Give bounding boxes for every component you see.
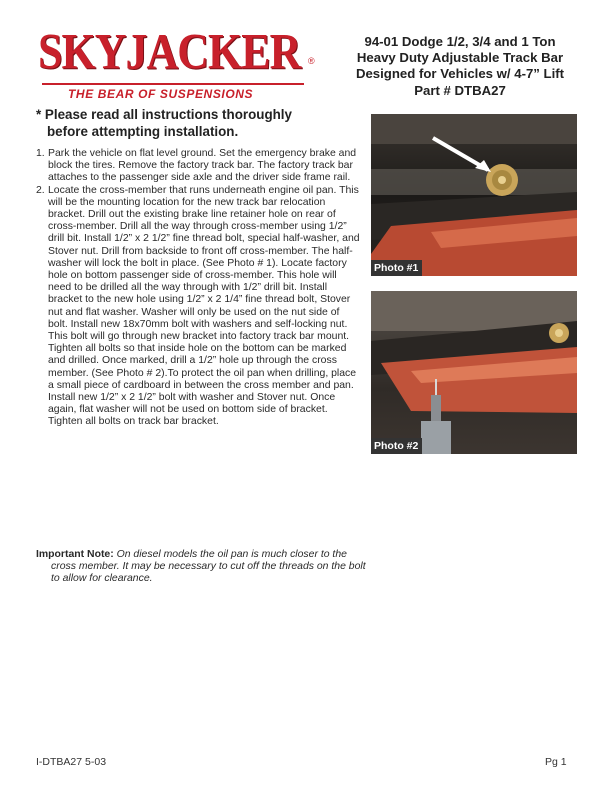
logo-underline — [42, 83, 304, 85]
note-text: On diesel models the oil pan is much closer to the cross member. It may be necessary to cut off the threads on the bolt to allow for clearance. — [51, 549, 366, 585]
step-number: 1. — [36, 148, 45, 159]
registered-mark: ® — [308, 56, 315, 66]
photo-2-image — [371, 291, 577, 454]
photo-2-label: Photo #2 — [371, 438, 422, 454]
step-2 — [36, 185, 360, 429]
photo-2 — [371, 291, 577, 454]
skyjacker-logo — [32, 23, 322, 101]
title-line-3: Designed for Vehicles w/ 4-7” Lift — [355, 66, 565, 82]
photo-1 — [371, 114, 577, 276]
product-title — [328, 34, 592, 99]
page-number: Pg 1 — [545, 756, 567, 768]
step-1 — [36, 148, 360, 185]
document-id: I-DTBA27 5-03 — [36, 756, 107, 768]
title-line-1: 94-01 Dodge 1/2, 3/4 and 1 Ton — [364, 34, 556, 49]
note-label: Important Note: — [36, 549, 114, 560]
important-note — [36, 549, 373, 586]
photo-1-image — [371, 114, 577, 276]
title-line-2: Heavy Duty Adjustable Track Bar — [356, 50, 564, 66]
step-number: 2. — [36, 184, 45, 196]
warning-line-2: before attempting installation. — [47, 124, 239, 139]
logo-tagline: THE BEAR OF SUSPENSIONS — [68, 87, 254, 101]
instruction-steps — [36, 148, 360, 429]
step-text: Park the vehicle on flat level ground. Set the emergency brake and block the tires. Remove the factory track bar. The factory track bar attaches to the passenger side axle and the driver side frame rail. — [48, 148, 357, 184]
part-number: Part # DTBA27 — [414, 82, 506, 98]
logo-wordmark: SKYJACKER — [38, 23, 301, 81]
step-text: Locate the cross-member that runs underneath engine oil pan. This will be the mounting location for the new track bar relocation bracket. Drill out the existing brake line retainer hole on rear of cross-member. Drill all the way through cross-member using 1/2” drill bit. Install 1/2” x 2 1/2” fine thread bolt, special half-washer, and Stover nut. Drill from backside to front off cross-member. The half-washer will lock the bolt in place. (See Photo # 1). Locate factory hole on bottom passenger side of cross-member. This hole will need to be drilled all the way through with 1/2” drill bit. Install bracket to the new hole using 1/2” x 2 1/4” fine thread bolt, Stover nut and flat washer. Washer will only be used on the nut side of bolt. Install new 18x70mm bolt with washers and self-locking nut. This bolt will go through new bracket into factory track bar mount. Tighten all bolts so that inside hole on the bottom can be marked and drilled. Once marked, drill a 1/2” hole up through the cross member. (See Photo # 2).To protect the oil pan when drilling, place a small piece of cardboard in between the cross member and pan. Install new 1/2” x 2 1/2” bolt with washer and Stover nut. Once again, flat washer will not be used on bottom side of bracket. Tighten all bolts on track bar bracket. — [48, 184, 360, 428]
read-instructions-warning — [36, 106, 366, 140]
warning-line-1: * Please read all instructions thoroughly — [36, 107, 292, 122]
photo-1-label: Photo #1 — [371, 260, 422, 276]
